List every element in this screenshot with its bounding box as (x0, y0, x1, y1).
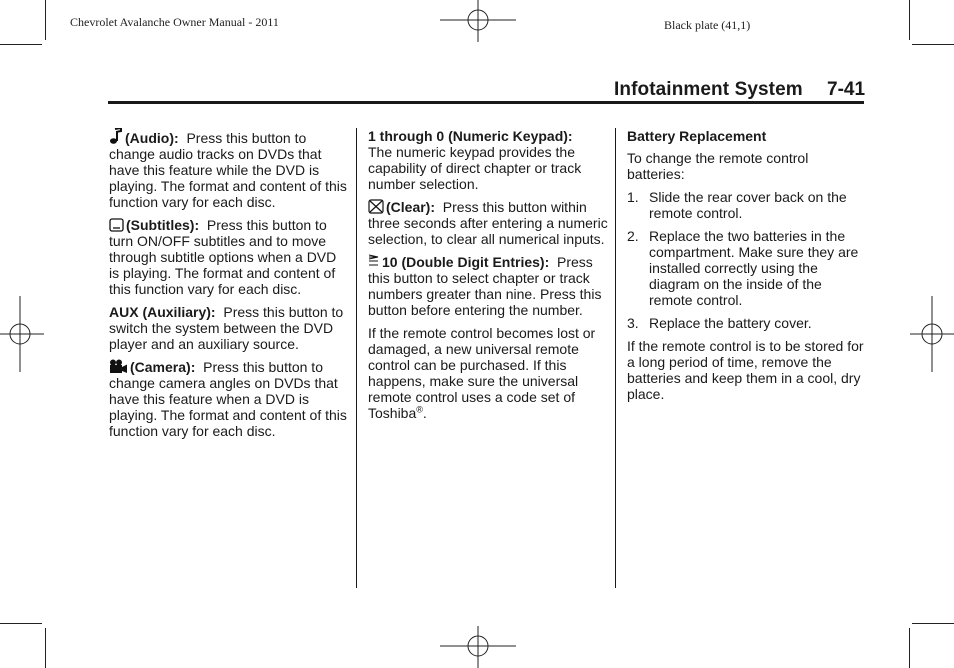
registration-mark-left (0, 296, 44, 372)
crop-mark (45, 628, 46, 668)
keypad-label: 1 through 0 (Numeric Keypad): (368, 128, 573, 144)
camera-text: Press this button to change camera angles on DVDs that have this feature when a DVD is playing. The format and content of this function vary for each disc. (109, 359, 347, 439)
battery-steps (627, 189, 867, 331)
camera-label: (Camera): (130, 359, 196, 375)
aux-label: AUX (Auxiliary): (109, 304, 216, 320)
column-divider (615, 128, 616, 588)
subtitle-box-icon (109, 218, 124, 232)
registered-mark: ® (416, 404, 423, 415)
lost-remote-text: If the remote control becomes lost or damaged, a new universal remote control can be purchased. If this happens, make sure the universal remote control uses a code set of Toshiba (368, 325, 596, 421)
crop-mark (909, 628, 910, 668)
period: . (422, 405, 427, 421)
step-number: 1. (627, 189, 639, 205)
lost-remote-paragraph (368, 325, 608, 421)
music-note-icon (109, 128, 123, 145)
registration-mark-bottom (440, 624, 516, 668)
list-item (627, 189, 867, 221)
registration-mark-top (440, 0, 516, 44)
double-digit-text: Press this button to select chapter or track numbers greater than nine. Press this button before entering the number. (368, 254, 602, 318)
column-2 (368, 128, 608, 428)
keypad-text: The numeric keypad provides the capability of direct chapter or track number selection. (368, 144, 582, 192)
subtitles-label: (Subtitles): (126, 217, 200, 233)
step-text: Replace the two batteries in the compartment. Make sure they are installed correctly using the diagram on the inside of the remote control. (649, 228, 859, 308)
step-text: Slide the rear cover back on the remote control. (649, 189, 847, 221)
registration-mark-right (910, 296, 954, 372)
double-digit-label: 10 (Double Digit Entries): (382, 254, 550, 270)
step-text: Replace the battery cover. (649, 315, 812, 331)
double-digit-icon (368, 254, 380, 269)
crop-mark (912, 44, 954, 45)
crop-mark (0, 623, 42, 624)
crop-mark (45, 0, 46, 40)
list-item (627, 315, 867, 331)
clear-label: (Clear): (386, 199, 436, 215)
aux-text: Press this button to switch the system between the DVD player and an auxiliary source. (109, 304, 344, 352)
battery-heading: Battery Replacement (627, 128, 767, 144)
running-header-right: Black plate (41,1) (664, 18, 751, 32)
step-number: 3. (627, 315, 639, 331)
camera-icon (109, 359, 128, 374)
section-title: Infotainment System (614, 79, 803, 100)
clear-x-icon (368, 199, 384, 214)
clear-paragraph (368, 199, 608, 247)
column-divider (356, 128, 357, 588)
keypad-paragraph (368, 128, 608, 192)
column-1 (109, 128, 347, 446)
battery-intro: To change the remote control batteries: (627, 150, 809, 182)
double-digit-paragraph (368, 254, 608, 318)
audio-paragraph (109, 128, 347, 210)
crop-mark (912, 623, 954, 624)
audio-label: (Audio): (125, 130, 179, 146)
column-3 (627, 128, 867, 409)
step-number: 2. (627, 228, 639, 244)
camera-paragraph (109, 359, 347, 439)
crop-mark (0, 44, 42, 45)
audio-text: Press this button to change audio tracks on DVDs that have this feature while the DVD is playing. The format and content of this function vary for each disc. (109, 130, 347, 210)
subtitles-paragraph (109, 217, 347, 297)
clear-text: Press this button within three seconds after entering a numeric selection, to clear all numerical inputs. (368, 199, 608, 247)
aux-paragraph (109, 304, 347, 352)
header-rule (108, 101, 864, 104)
list-item (627, 228, 867, 308)
page-number: 7-41 (827, 79, 866, 100)
subtitles-text: Press this button to turn ON/OFF subtitles and to move through subtitle options when a DVD is playing. The format and content of this function vary for each disc. (109, 217, 337, 297)
running-header-left: Chevrolet Avalanche Owner Manual - 2011 (70, 15, 279, 29)
crop-mark (909, 0, 910, 40)
storage-paragraph: If the remote control is to be stored for a long period of time, remove the batteries and keep them in a cool, dry place. (627, 338, 864, 402)
